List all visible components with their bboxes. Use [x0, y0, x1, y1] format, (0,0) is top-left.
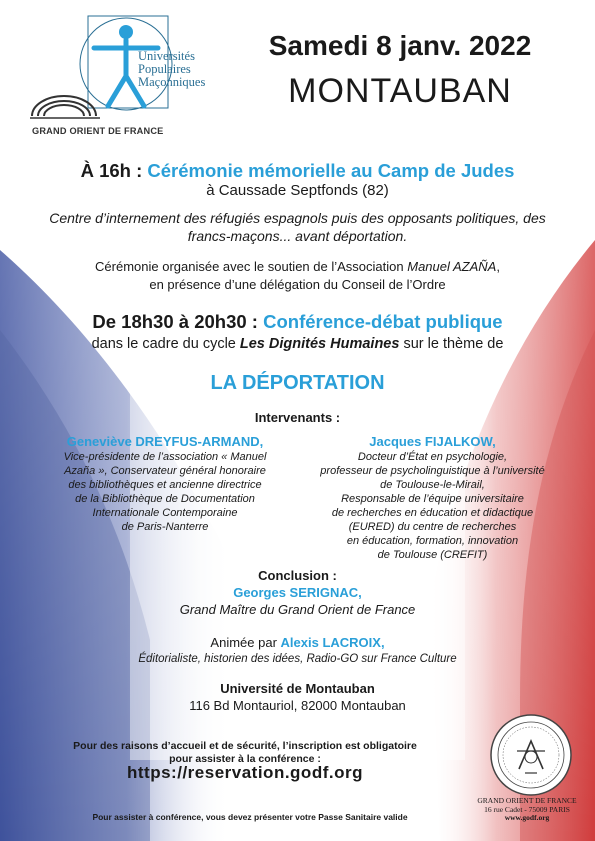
- footer-web[interactable]: www.godf.org: [504, 813, 550, 822]
- footer-address: 16 rue Cadet - 75009 PARIS: [484, 804, 570, 814]
- registration-notice: Pour des raisons d’accueil et de sécurité, l’inscription est obligatoire pour assister à la conférence : https://reservation.godf.org: [25, 740, 465, 779]
- upm-logo: [30, 14, 220, 142]
- footer-org: GRAND ORIENT DE FRANCE: [477, 796, 577, 805]
- speakers-heading: Intervenants :: [254, 410, 341, 425]
- venue: [20, 680, 575, 714]
- footer-org-info: [462, 797, 592, 823]
- conference-title: Conférence-débat publique: [263, 311, 503, 332]
- conference-time: De 18h30 à 20h30 :: [92, 311, 258, 332]
- moderator-role: Éditorialiste, historien des idées, Radio-GO sur France Culture: [138, 653, 457, 665]
- assembly-hemicycle-icon: [30, 96, 100, 118]
- venue-name: Université de Montauban: [220, 681, 375, 696]
- conference-cycle: dans le cadre du cycle Les Dignités Humaines sur le thème de: [91, 336, 504, 352]
- moderator: [20, 634, 575, 668]
- conclusion-role: Grand Maître du Grand Orient de France: [179, 602, 416, 617]
- speaker-right-name: Jacques FIJALKOW,: [369, 434, 496, 449]
- event-city: MONTAUBAN: [288, 72, 512, 110]
- speaker-left-name: Geneviève DREYFUS-ARMAND,: [66, 434, 264, 449]
- venue-address: 116 Bd Montauriol, 82000 Montauban: [189, 698, 406, 713]
- conclusion-name: Georges SERIGNAC,: [233, 585, 362, 600]
- conclusion: [20, 567, 575, 618]
- sanitary-pass-notice: Pour assister à conférence, vous devez présenter votre Passe Sanitaire valide: [92, 812, 408, 822]
- conference-heading: [20, 311, 575, 333]
- ceremony-organizer: Cérémonie organisée avec le soutien de l’Association Manuel AZAÑA, en présence d’une délégation du Conseil de l’Ordre: [95, 259, 500, 292]
- moderator-prefix: Animée par: [210, 635, 277, 650]
- registration-link[interactable]: https://reservation.godf.org: [127, 763, 363, 782]
- moderator-name: Alexis LACROIX,: [280, 635, 385, 650]
- logo-title: Universités Populaires Maçonniques: [138, 49, 206, 89]
- event-date: Samedi 8 janv. 2022: [268, 30, 532, 61]
- conclusion-heading: Conclusion :: [258, 568, 337, 583]
- speaker-left: Geneviève DREYFUS-ARMAND, Vice-présidente de l’association « Manuel Azaña », Conservateur général honoraire des bibliothèques et ancienne directrice de la Bibliothèque de Documentation Internationale Contemporaine de Paris-Nanterre: [40, 434, 290, 534]
- ceremony-title: Cérémonie mémorielle au Camp de Judes: [147, 160, 515, 181]
- conference-theme: LA DÉPORTATION: [210, 372, 385, 394]
- ceremony-time: À 16h :: [80, 160, 143, 181]
- godf-seal-icon: [489, 713, 573, 797]
- ceremony-description: Centre d’internement des réfugiés espagnols puis des opposants politiques, des francs-maçons... avant déportation.: [49, 210, 546, 244]
- ceremony-heading: [20, 160, 575, 182]
- ceremony-place: à Caussade Septfonds (82): [206, 182, 389, 199]
- logo-org: GRAND ORIENT DE FRANCE: [32, 126, 164, 136]
- speaker-right: Jacques FIJALKOW, Docteur d’État en psychologie, professeur de psycholinguistique à l’université de Toulouse-le-Mirail, Responsable de l’équipe universitaire de recherches en éducation et didactique (EURED) du centre de recherches en éducation, formation, innovation de Toulouse (CREFIT): [300, 434, 565, 562]
